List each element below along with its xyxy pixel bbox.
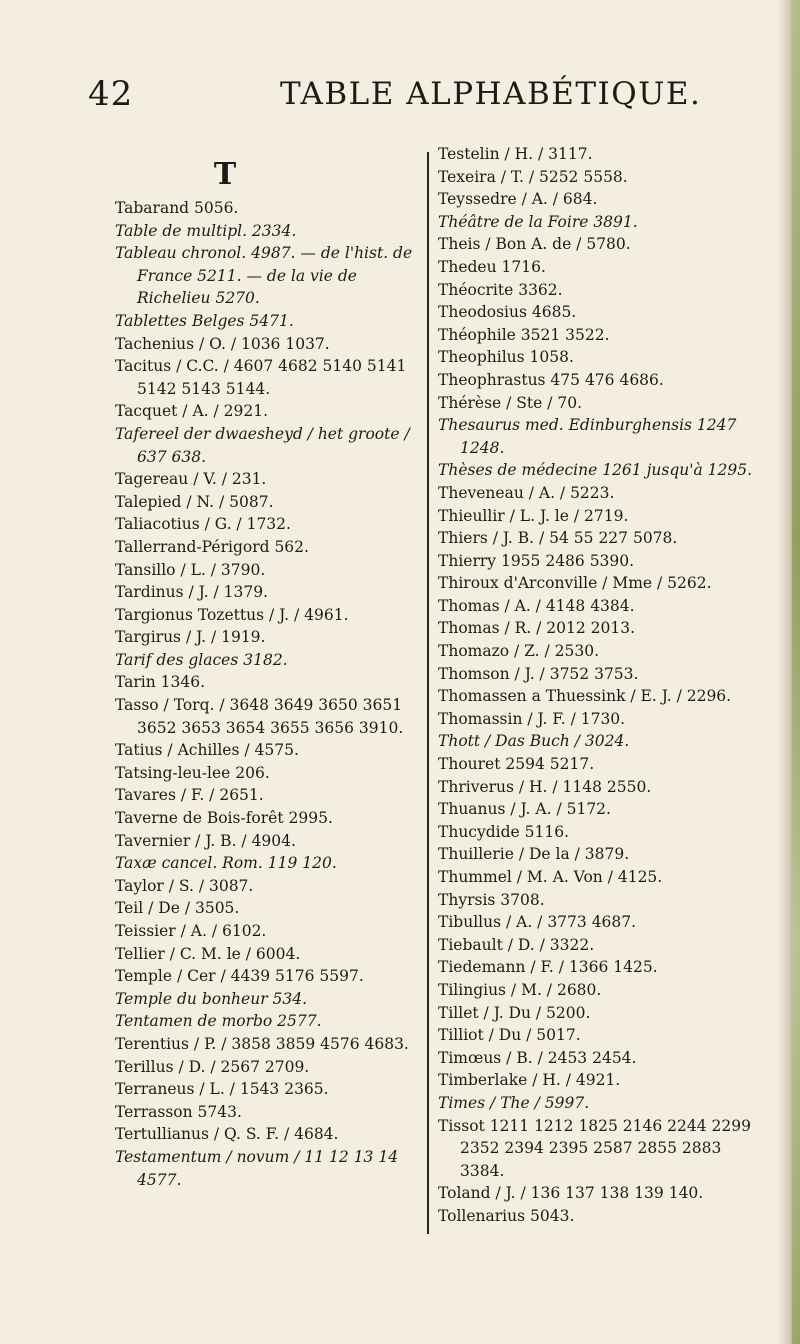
index-entry: Thesaurus med. Edinburghensis 1247 1248. xyxy=(438,416,737,457)
index-entry: Thiers / J. B. / 54 55 227 5078. xyxy=(438,529,678,548)
index-entry: Testamentum / novum / 11 12 13 14 4577. xyxy=(115,1147,399,1189)
index-entry: Theophrastus 475 476 4686. xyxy=(438,370,664,389)
index-entry: Testelin / H. / 3117. xyxy=(438,145,593,163)
index-entry: Tacitus / C.C. / 4607 4682 5140 5141 5142 5143 5144. xyxy=(115,357,407,398)
index-entry: Tablettes Belges 5471. xyxy=(115,311,294,330)
index-entry: Thomson / J. / 3752 3753. xyxy=(438,664,639,683)
index-entry: Tatsing-leu-lee 206. xyxy=(115,763,270,782)
index-entry: Thott / Das Buch / 3024. xyxy=(438,732,630,751)
index-entry: Thuanus / J. A. / 5172. xyxy=(438,800,611,819)
index-entry: Timœus / B. / 2453 2454. xyxy=(438,1048,637,1067)
running-title: TABLE ALPHABÉTIQUE. xyxy=(280,76,702,112)
index-entry: Targionus Tozettus / J. / 4961. xyxy=(115,605,349,624)
left-column xyxy=(115,145,415,1191)
index-entry: Taverne de Bois-forêt 2995. xyxy=(115,809,333,828)
index-entry: Terillus / D. / 2567 2709. xyxy=(115,1057,310,1076)
index-entry: Times / The / 5997. xyxy=(438,1093,590,1112)
index-entry: Tavares / F. / 2651. xyxy=(115,786,264,805)
index-entry: Teyssedre / A. / 684. xyxy=(438,190,598,209)
column-divider xyxy=(427,152,429,1234)
index-entry: Thérèse / Ste / 70. xyxy=(438,393,583,412)
index-entry: Thomassin / J. F. / 1730. xyxy=(438,709,626,728)
index-entry: Tilingius / M. / 2680. xyxy=(438,980,602,999)
index-entry: Tiedemann / F. / 1366 1425. xyxy=(438,958,658,977)
index-entry: Tallerrand-Périgord 562. xyxy=(115,537,309,556)
index-entry: Thriverus / H. / 1148 2550. xyxy=(438,777,652,796)
index-entry: Tollenarius 5043. xyxy=(438,1206,575,1225)
index-entry: Terrasson 5743. xyxy=(115,1102,242,1121)
index-entry: Thomazo / Z. / 2530. xyxy=(438,642,600,661)
index-entry: Tagereau / V. / 231. xyxy=(115,470,267,489)
index-entry: Thomassen a Thuessink / E. J. / 2296. xyxy=(438,687,732,706)
index-entry: Tacquet / A. / 2921. xyxy=(115,402,269,421)
index-entry: Théophile 3521 3522. xyxy=(438,325,610,344)
index-entry: Tiebault / D. / 3322. xyxy=(438,935,595,954)
index-entry: Taylor / S. / 3087. xyxy=(115,876,254,895)
index-entry: Thomas / R. / 2012 2013. xyxy=(438,619,636,638)
index-entry: Tilliot / Du / 5017. xyxy=(438,1026,581,1045)
section-letter-heading: T xyxy=(213,157,237,192)
index-entry: Tafereel der dwaesheyd / het groote / 637 638. xyxy=(115,424,410,466)
index-entry: Table de multipl. 2334. xyxy=(115,221,297,240)
index-entry: Thierry 1955 2486 5390. xyxy=(438,551,635,570)
page-number: 42 xyxy=(88,74,134,114)
index-entry: Thieullir / L. J. le / 2719. xyxy=(438,506,629,525)
index-entry: Theveneau / A. / 5223. xyxy=(438,483,615,502)
index-entry: Toland / J. / 136 137 138 139 140. xyxy=(438,1184,704,1203)
index-entry: Texeira / T. / 5252 5558. xyxy=(438,167,628,186)
index-entry: Theodosius 4685. xyxy=(438,303,577,322)
index-entry: Théâtre de la Foire 3891. xyxy=(438,212,638,231)
index-entry: Tentamen de morbo 2577. xyxy=(115,1012,322,1031)
index-entry: Tissot 1211 1212 1825 2146 2244 2299 2352 2394 2395 2587 2855 2883 3384. xyxy=(438,1116,752,1180)
index-entry: Teissier / A. / 6102. xyxy=(115,922,267,940)
page-header xyxy=(0,74,780,134)
index-entry: Temple / Cer / 4439 5176 5597. xyxy=(115,967,364,986)
page-edge-stain xyxy=(792,0,800,1344)
index-entry: Thucydide 5116. xyxy=(438,822,570,841)
index-entry: Tarin 1346. xyxy=(115,673,206,692)
index-entry: Timberlake / H. / 4921. xyxy=(438,1071,621,1090)
index-entry: Thyrsis 3708. xyxy=(438,890,545,909)
index-entry: Tibullus / A. / 3773 4687. xyxy=(438,913,637,932)
index-entry: Thèses de médecine 1261 jusqu'à 1295. xyxy=(438,461,753,480)
index-entry: Terentius / P. / 3858 3859 4576 4683. xyxy=(115,1034,409,1053)
right-column xyxy=(438,143,768,1228)
index-entry: Thummel / M. A. Von / 4125. xyxy=(438,868,663,886)
index-entry: Targirus / J. / 1919. xyxy=(115,628,266,647)
index-entry: Thuillerie / De la / 3879. xyxy=(438,845,630,864)
index-entry: Tatius / Achilles / 4575. xyxy=(115,741,299,760)
index-entry: Tansillo / L. / 3790. xyxy=(115,560,266,579)
index-entry: Taxæ cancel. Rom. 119 120. xyxy=(115,854,337,873)
index-entry: Tasso / Torq. / 3648 3649 3650 3651 3652 3653 3654 3655 3656 3910. xyxy=(115,696,404,737)
index-entry: Tillet / J. Du / 5200. xyxy=(438,1003,591,1022)
index-entry: Tabarand 5056. xyxy=(115,199,239,217)
index-entry: Tellier / C. M. le / 6004. xyxy=(115,944,301,963)
index-entry: Tarif des glaces 3182. xyxy=(115,650,288,669)
index-entry: Teil / De / 3505. xyxy=(115,899,240,918)
index-entry: Thomas / A. / 4148 4384. xyxy=(438,596,635,615)
index-entry: Terraneus / L. / 1543 2365. xyxy=(115,1080,329,1099)
index-entry: Tavernier / J. B. / 4904. xyxy=(115,831,296,850)
index-entry: Talepied / N. / 5087. xyxy=(115,492,274,511)
index-entry: Thiroux d'Arconville / Mme / 5262. xyxy=(438,574,712,593)
index-entry: Taliacotius / G. / 1732. xyxy=(115,515,291,534)
index-entry: Théocrite 3362. xyxy=(438,280,563,299)
index-entry: Tachenius / O. / 1036 1037. xyxy=(115,334,330,353)
index-entry: Tardinus / J. / 1379. xyxy=(115,583,269,602)
index-entry: Tableau chronol. 4987. — de l'hist. de France 5211. — de la vie de Richelieu 5270. xyxy=(115,244,413,308)
index-entry: Theis / Bon A. de / 5780. xyxy=(438,235,631,254)
index-entry: Thedeu 1716. xyxy=(438,257,546,276)
index-entry: Tertullianus / Q. S. F. / 4684. xyxy=(115,1125,339,1144)
index-entry: Theophilus 1058. xyxy=(438,348,574,367)
index-entry: Thouret 2594 5217. xyxy=(438,755,595,774)
index-entry: Temple du bonheur 534. xyxy=(115,989,308,1008)
